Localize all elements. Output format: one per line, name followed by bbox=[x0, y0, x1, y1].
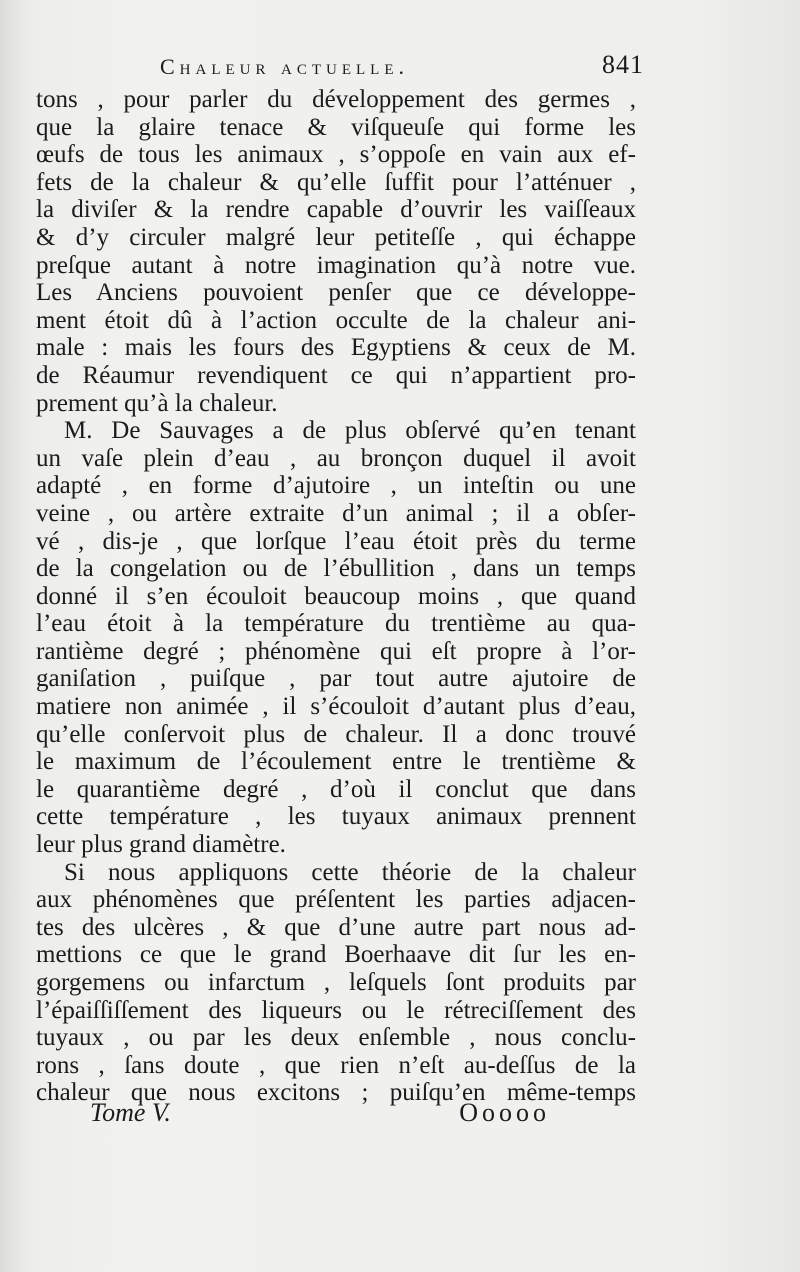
text-line: tuyaux , ou par les deux enſemble , nous conclu- bbox=[36, 1024, 636, 1052]
text-line: veine , ou artère extraite d’un animal ; il a obſer- bbox=[36, 499, 636, 527]
text-line: l’eau étoit à la température du trentième au qua- bbox=[36, 610, 636, 638]
text-line: l’épaiſſiſſement des liqueurs ou le rétreciſſement des bbox=[36, 996, 636, 1024]
page-footer bbox=[90, 1098, 550, 1130]
text-line: fets de la chaleur & qu’elle ſuffit pour l’atténuer , bbox=[36, 168, 636, 196]
text-line: gorgemens ou infarctum , leſquels ſont produits par bbox=[36, 969, 636, 996]
signature-mark: Ooooo bbox=[459, 1098, 550, 1127]
text-line: & d’y circuler malgré leur petiteſſe , qui échappe bbox=[36, 223, 636, 251]
text-line: mettions ce que le grand Boerhaave dit ſur les en- bbox=[36, 941, 636, 969]
text-line: rantième degré ; phénomène qui eſt propre à l’or- bbox=[36, 637, 636, 665]
text-line: vé , dis-je , que lorſque l’eau étoit près du terme bbox=[36, 527, 636, 555]
text-line: ganiſation , puiſque , par tout autre ajutoire de bbox=[36, 665, 636, 693]
text-line: male : mais les fours des Egyptiens & ceux de M. bbox=[36, 334, 636, 362]
volume-label: Tome V. bbox=[90, 1098, 171, 1127]
paragraph-last-line: prement qu’à la chaleur. bbox=[36, 389, 278, 417]
text-line: chaleur que nous excitons ; puiſqu’en même-temps bbox=[36, 1079, 636, 1107]
running-header bbox=[160, 50, 644, 86]
text-line: la diviſer & la rendre capable d’ouvrir les vaiſſeaux bbox=[36, 196, 636, 224]
text-line: rons , ſans doute , que rien n’eſt au-deſſus de la bbox=[36, 1051, 636, 1079]
text-line: matiere non animée , il s’écouloit d’autant plus d’eau, bbox=[36, 693, 636, 721]
text-line: le maximum de l’écoulement entre le trentième & bbox=[36, 748, 636, 776]
text-line: cette température , les tuyaux animaux prennent bbox=[36, 803, 636, 831]
body-text bbox=[36, 86, 636, 1107]
text-line: aux phénomènes que préſentent les parties adjacen- bbox=[36, 886, 636, 914]
paragraph-first-line: M. De Sauvages a de plus obſervé qu’en tenant bbox=[64, 417, 636, 445]
paragraph-first-line: Si nous appliquons cette théorie de la chaleur bbox=[64, 858, 636, 886]
text-line: preſque autant à notre imagination qu’à notre vue. bbox=[36, 251, 636, 279]
text-line: qu’elle conſervoit plus de chaleur. Il a donc trouvé bbox=[36, 720, 636, 748]
page-number: 841 bbox=[602, 50, 644, 79]
text-line: tons , pour parler du développement des germes , bbox=[36, 86, 636, 113]
text-line: un vaſe plein d’eau , au bronçon duquel il avoit bbox=[36, 444, 636, 472]
text-line: donné il s’en écouloit beaucoup moins , que quand bbox=[36, 582, 636, 610]
text-line: de Réaumur revendiquent ce qui n’appartient pro- bbox=[36, 361, 636, 389]
text-line: Les Anciens pouvoient penſer que ce développe- bbox=[36, 279, 636, 307]
text-line: le quarantième degré , d’où il conclut que dans bbox=[36, 775, 636, 803]
text-line: tes des ulcères , & que d’une autre part nous ad- bbox=[36, 913, 636, 941]
text-line: de la congelation ou de l’ébullition , dans un temps bbox=[36, 555, 636, 583]
paragraph-last-line: leur plus grand diamètre. bbox=[36, 831, 286, 859]
text-line: que la glaire tenace & viſqueuſe qui forme les bbox=[36, 113, 636, 141]
running-title: Chaleur actuelle. bbox=[160, 54, 409, 79]
text-line: adapté , en forme d’ajutoire , un inteſtin ou une bbox=[36, 472, 636, 500]
text-line: ment étoit dû à l’action occulte de la chaleur ani- bbox=[36, 306, 636, 334]
text-line: œufs de tous les animaux , s’oppoſe en vain aux ef- bbox=[36, 141, 636, 169]
